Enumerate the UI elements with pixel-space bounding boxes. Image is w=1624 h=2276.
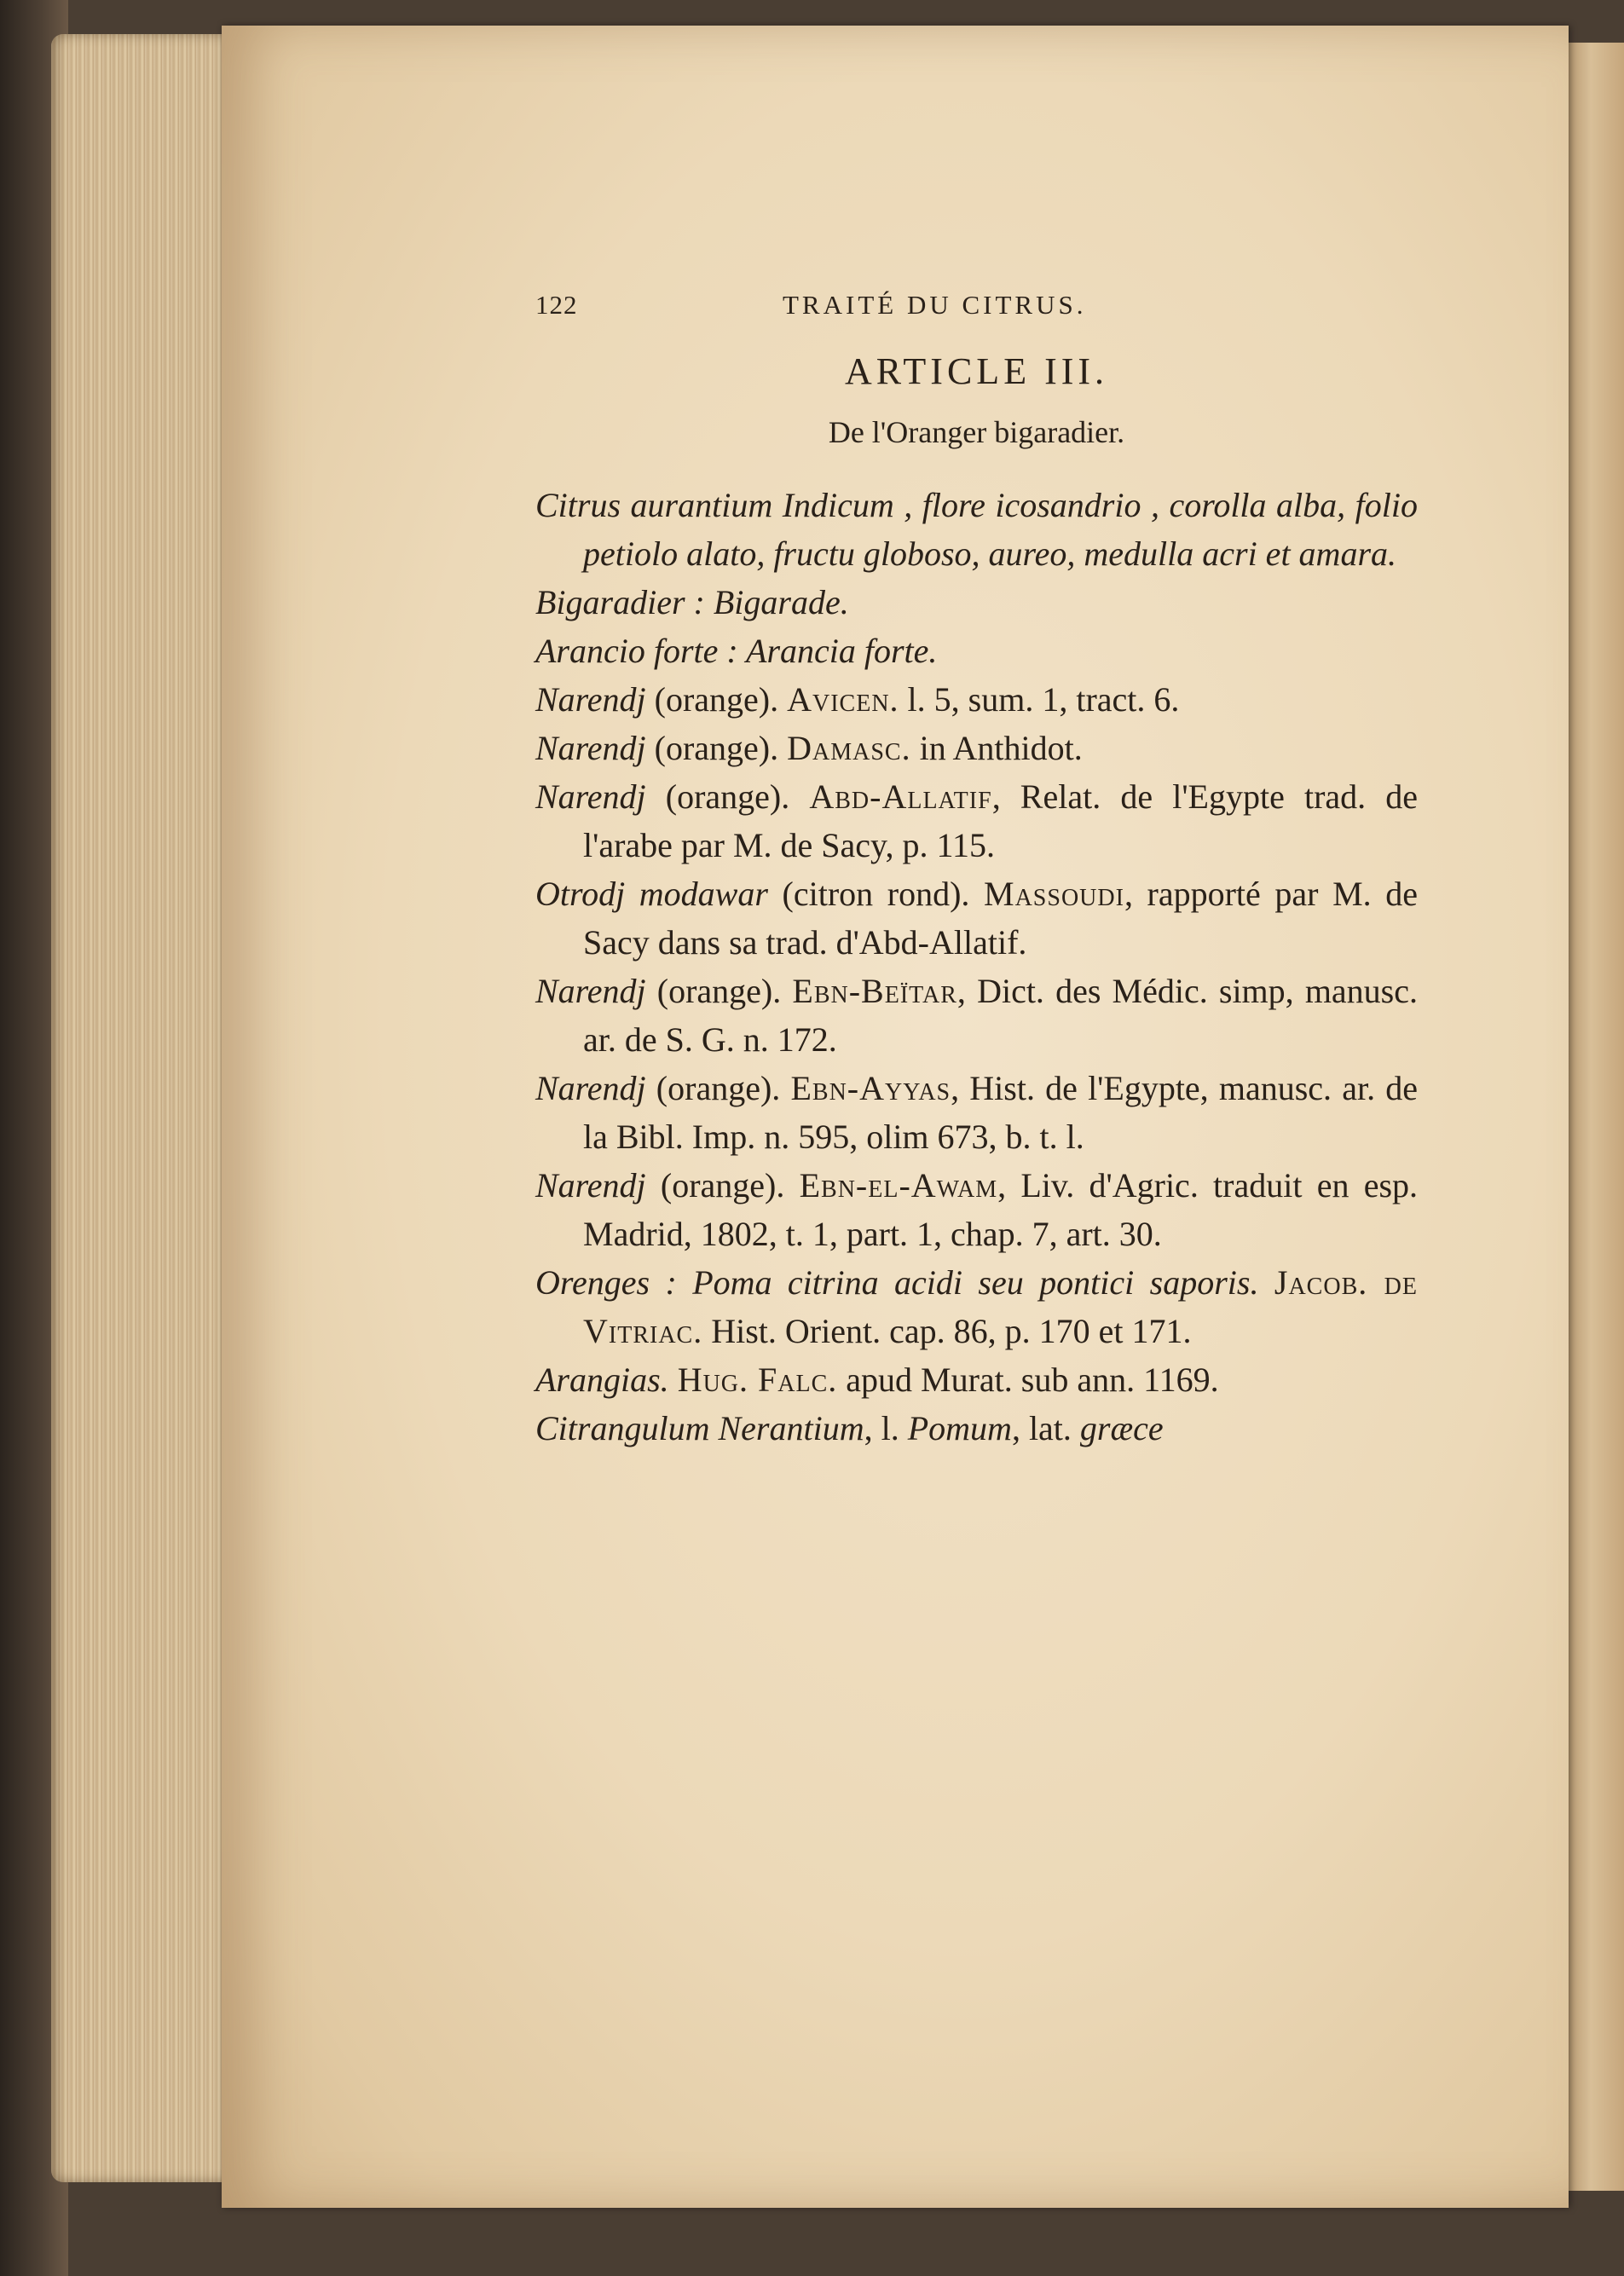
entry-segment: Massoudi: [984, 875, 1124, 913]
entry-segment: Ebn-Ayyas: [790, 1069, 951, 1107]
article-title: ARTICLE III.: [844, 350, 1109, 392]
page-number: 122: [535, 290, 578, 320]
running-title: TRAITÉ DU CITRUS.: [783, 290, 1087, 320]
synonymy-entry: [535, 627, 1418, 675]
entry-segment: Narendj: [535, 1069, 646, 1107]
entry-segment: Hug. Falc.: [677, 1360, 838, 1399]
entry-segment: Narendj: [535, 680, 646, 719]
entry-segment: Narendj: [535, 1166, 646, 1204]
entry-segment: (orange).: [645, 972, 793, 1010]
entry-segment: (orange).: [645, 777, 810, 816]
entry-segment: , l.: [864, 1409, 908, 1447]
entry-segment: Narendj: [535, 729, 646, 767]
entry-segment: Citrangulum Nerantium: [535, 1409, 864, 1447]
entry-segment: Avicen.: [787, 680, 899, 719]
synonymy-entry: [535, 481, 1418, 578]
entry-segment: Orenges : Poma citrina acidi seu pontici saporis.: [535, 1263, 1259, 1302]
entry-segment: (citron rond).: [767, 875, 985, 913]
entry-segment: , Dict. des Médic. simp, manusc. ar. de S. G. n. 172.: [583, 972, 1419, 1059]
entry-segment: Hist. Orient. cap. 86, p. 170 et 171.: [702, 1312, 1192, 1350]
entry-segment: [669, 1360, 678, 1399]
entry-segment: , lat.: [1011, 1409, 1080, 1447]
entry-segment: Narendj: [535, 777, 646, 816]
adjacent-page-edge: [1569, 43, 1624, 2191]
entry-segment: l. 5, sum. 1, tract. 6.: [899, 680, 1180, 719]
entry-segment: (orange).: [645, 729, 788, 767]
entry-segment: apud Murat. sub ann. 1169.: [837, 1360, 1219, 1399]
synonymy-entry: [535, 1064, 1418, 1161]
synonymy-entry: [535, 869, 1418, 967]
entry-segment: Ebn-el-Awam: [799, 1166, 998, 1204]
entry-segment: græce: [1079, 1409, 1164, 1447]
entry-segment: (orange).: [645, 1069, 791, 1107]
running-head: [535, 290, 1418, 332]
synonymy-entry: [535, 578, 1418, 627]
entry-segment: Abd-Allatif: [809, 777, 992, 816]
synonymy-entry: [535, 724, 1418, 772]
entry-segment: Arancio forte : Arancia forte.: [535, 632, 938, 670]
entry-segment: Pomum: [907, 1409, 1012, 1447]
synonymy-entry: [535, 967, 1418, 1064]
synonymy-entry: [535, 1404, 1418, 1453]
entry-segment: , Liv. d'Agric. traduit en esp. Madrid, 1802, t. 1, part. 1, chap. 7, art. 30.: [583, 1166, 1419, 1253]
entry-segment: Arangias.: [535, 1360, 669, 1399]
entry-segment: Citrus aurantium Indicum , flore icosandrio , corolla alba, folio petiolo alato, fructu globoso, aureo, medulla acri et amara.: [535, 486, 1418, 573]
entry-segment: in Anthidot.: [910, 729, 1083, 767]
synonymy-list: [535, 481, 1418, 1453]
entry-segment: Bigaradier : Bigarade.: [535, 583, 849, 621]
entry-segment: , Hist. de l'Egypte, manusc. ar. de la Bibl. Imp. n. 595, olim 673, b. t. l.: [583, 1069, 1418, 1156]
article-subtitle: De l'Oranger bigaradier.: [828, 415, 1125, 449]
entry-segment: Otrodj modawar: [535, 875, 768, 913]
synonymy-entry: [535, 675, 1418, 724]
entry-segment: Ebn-Beïtar: [792, 972, 957, 1010]
entry-segment: Jacob. de Vitriac.: [583, 1263, 1418, 1350]
synonymy-entry: [535, 1258, 1418, 1355]
page-text: [535, 290, 1418, 1453]
entry-segment: (orange).: [645, 1166, 800, 1204]
entry-segment: (orange).: [645, 680, 788, 719]
entry-segment: , rapporté par M. de Sacy dans sa trad. d'Abd-Allatif.: [583, 875, 1419, 962]
synonymy-entry: [535, 1355, 1418, 1404]
entry-segment: , Relat. de l'Egypte trad. de l'arabe par M. de Sacy, p. 115.: [583, 777, 1419, 864]
synonymy-entry: [535, 1161, 1418, 1258]
entry-segment: [1258, 1263, 1274, 1302]
entry-segment: Narendj: [535, 972, 646, 1010]
synonymy-entry: [535, 772, 1418, 869]
entry-segment: Damasc.: [787, 729, 911, 767]
